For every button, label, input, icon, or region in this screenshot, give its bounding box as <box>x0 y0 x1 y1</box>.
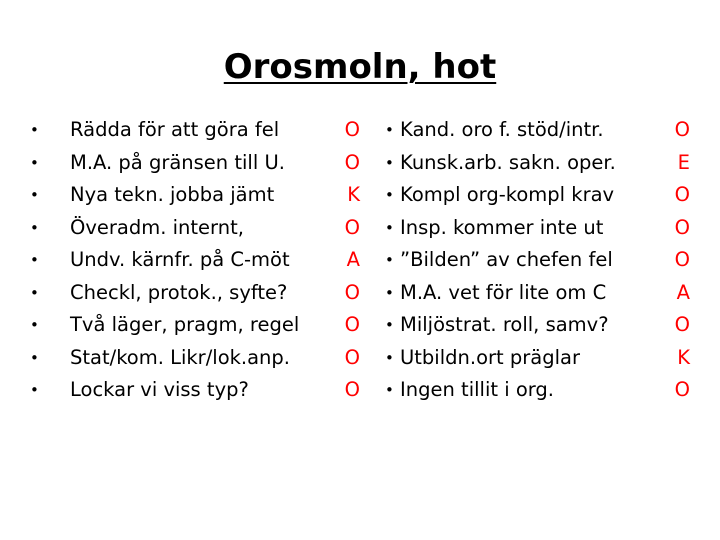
list-item <box>30 179 360 212</box>
bullet-icon: • <box>30 283 39 302</box>
bullet-icon: • <box>385 381 394 399</box>
bullet-icon: • <box>385 283 394 302</box>
list-item <box>30 244 360 277</box>
bullet-icon: • <box>30 153 39 172</box>
list-item <box>385 114 690 147</box>
item-text: M.A. på gränsen till U. <box>70 150 285 174</box>
item-code: K <box>677 345 690 369</box>
list-item <box>30 114 360 147</box>
item-text: ”Bilden” av chefen fel <box>400 248 613 271</box>
item-code: O <box>674 118 690 141</box>
bullet-icon: • <box>30 381 39 399</box>
item-code: O <box>344 313 360 336</box>
item-code: O <box>674 215 690 239</box>
item-text: Nya tekn. jobba jämt <box>70 183 275 206</box>
list-item <box>30 147 360 180</box>
list-item <box>385 342 690 375</box>
bullet-list-left <box>30 114 360 407</box>
bullet-icon: • <box>385 348 394 367</box>
list-item <box>385 244 690 277</box>
list-item <box>385 309 690 342</box>
item-code: A <box>676 280 690 304</box>
item-text: Kompl org-kompl krav <box>400 183 615 206</box>
item-text: Lockar vi viss typ? <box>70 378 249 401</box>
slide-title: Orosmoln, hot <box>223 47 497 87</box>
bullet-icon: • <box>385 186 394 204</box>
item-text: Checkl, protok., syfte? <box>70 280 288 304</box>
item-code: O <box>344 345 360 369</box>
bullet-icon: • <box>385 153 394 172</box>
item-code: O <box>674 378 690 401</box>
bullet-icon: • <box>30 186 39 204</box>
list-item <box>30 374 360 407</box>
bullet-list-right <box>385 114 690 407</box>
list-item <box>30 212 360 245</box>
bullet-icon: • <box>385 218 394 237</box>
list-item <box>30 342 360 375</box>
item-text: Två läger, pragm, regel <box>70 313 300 336</box>
item-code: O <box>344 118 360 141</box>
item-text: M.A. vet för lite om C <box>400 280 607 304</box>
list-item <box>385 212 690 245</box>
bullet-icon: • <box>30 218 39 237</box>
item-code: O <box>674 183 690 206</box>
bullet-icon: • <box>30 251 39 269</box>
bullet-icon: • <box>385 251 394 269</box>
item-text: Undv. kärnfr. på C-möt <box>70 248 290 271</box>
item-text: Stat/kom. Likr/lok.anp. <box>70 345 290 369</box>
item-code: O <box>674 313 690 336</box>
bullet-icon: • <box>30 348 39 367</box>
bullet-icon: • <box>385 316 394 334</box>
item-code: O <box>344 215 360 239</box>
item-code: O <box>344 280 360 304</box>
list-item <box>385 147 690 180</box>
item-code: K <box>347 183 360 206</box>
list-item <box>30 309 360 342</box>
item-text: Rädda för att göra fel <box>70 118 280 141</box>
item-text: Överadm. internt, <box>70 215 244 239</box>
bullet-icon: • <box>30 316 39 334</box>
list-item <box>385 374 690 407</box>
list-item <box>385 179 690 212</box>
bullet-icon: • <box>30 121 39 139</box>
item-code: O <box>344 150 360 174</box>
list-item <box>385 277 690 310</box>
item-code: O <box>344 378 360 401</box>
item-text: Miljöstrat. roll, samv? <box>400 313 609 336</box>
item-text: Kunsk.arb. sakn. oper. <box>400 150 616 174</box>
item-code: O <box>674 248 690 271</box>
item-text: Kand. oro f. stöd/intr. <box>400 118 604 141</box>
item-code: E <box>677 150 690 174</box>
item-text: Ingen tillit i org. <box>400 378 555 401</box>
list-item <box>30 277 360 310</box>
item-code: A <box>346 248 360 271</box>
item-text: Insp. kommer inte ut <box>400 215 604 239</box>
item-text: Utbildn.ort präglar <box>400 345 580 369</box>
bullet-icon: • <box>385 121 394 139</box>
